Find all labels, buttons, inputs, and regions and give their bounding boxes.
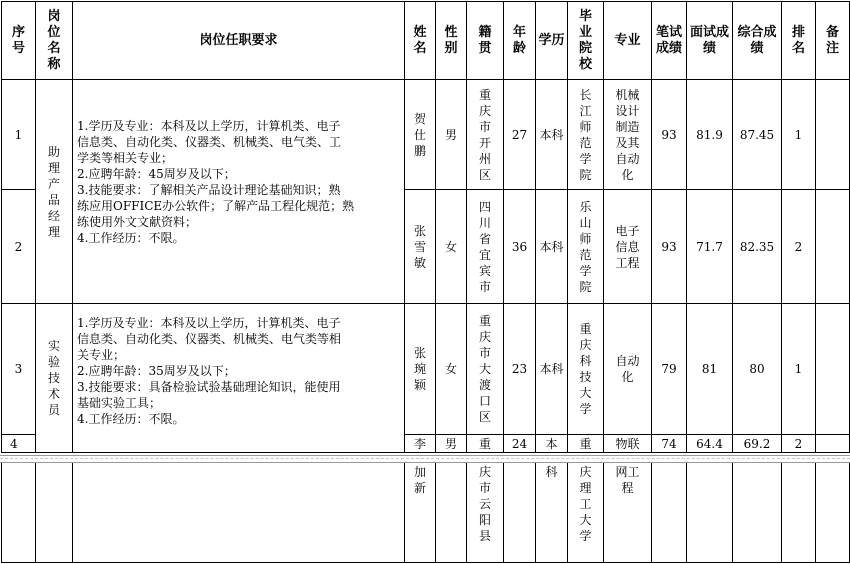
table-line (72, 461, 73, 563)
table-row-4-written (652, 435, 686, 452)
table-row-2-age (504, 190, 535, 303)
table-row-2-origin (467, 190, 503, 303)
header-age-text: 年龄 (512, 24, 526, 56)
table-row-3-education (536, 304, 567, 434)
requirement-line: 练使用外文文献资料； (77, 215, 198, 229)
requirement-line: 信息类、自动化类、仪器类、机械类、电气类等相 (77, 332, 342, 346)
requirement-line: 关专业； (77, 348, 126, 362)
table-row-3-origin (467, 304, 503, 434)
cell-major: 自动化 (615, 354, 640, 384)
cell-seq: 1 (14, 127, 23, 142)
table-line (1, 461, 2, 563)
table-row-4-seq (2, 435, 35, 452)
header-gender-text: 性别 (444, 24, 458, 56)
cell-total: 82.35 (739, 239, 775, 254)
table-row-3-rank (782, 304, 815, 434)
header-rank-text: 排名 (791, 24, 805, 56)
requirement-line: 信息类、自动化类、仪器类、机械类、电气类、工 (77, 135, 342, 149)
header-education (536, 2, 567, 79)
cell-name: 张雪敏 (413, 223, 426, 270)
table-row-3-age (504, 304, 535, 434)
table-row-1-written (652, 80, 686, 189)
table-line (35, 461, 36, 563)
cell-rank: 1 (794, 362, 803, 376)
table-row-1-origin (467, 80, 503, 189)
header-origin-text: 籍贯 (478, 24, 492, 56)
table-row-4-name-cont (405, 464, 435, 516)
cell-seq: 2 (14, 239, 23, 254)
table-row-4-gender (436, 435, 466, 452)
cell-name: 贺仕鹏 (413, 111, 426, 158)
header-written-text: 笔试成绩 (655, 24, 682, 56)
cell-name: 李 (413, 436, 426, 451)
header-education-text: 学历 (538, 32, 565, 48)
cell-age: 27 (511, 127, 528, 142)
cell-name: 张琬颖 (413, 346, 426, 392)
requirement-line: 1.学历及专业：本科及以上学历，计算机类、电子 (77, 316, 341, 330)
cell-origin: 四川省宜宾市 (478, 199, 491, 294)
cell-major: 网工程 (615, 465, 640, 495)
table-line (435, 461, 436, 563)
header-age (504, 2, 535, 79)
table-line (732, 461, 733, 563)
header-requirements-text: 岗位任职要求 (199, 32, 278, 48)
requirement-line: 4.工作经历：不限。 (77, 231, 185, 245)
position-cell (36, 304, 72, 452)
requirement-line: 3.技能要求：具备检验试验基础理论知识，能使用 (77, 380, 341, 394)
table-row-1-seq (2, 80, 35, 189)
requirement-line: 2.应聘年龄：45周岁及以下； (77, 167, 236, 181)
table-row-4-interview (687, 435, 732, 452)
cell-total: 80 (749, 362, 765, 376)
requirements-cell (77, 315, 402, 427)
header-written (652, 2, 686, 79)
cell-education: 本科 (539, 239, 564, 254)
cell-seq: 3 (14, 362, 23, 376)
table-row-4-education (536, 435, 567, 452)
header-name-text: 姓名 (413, 24, 427, 56)
cell-gender: 男 (444, 436, 457, 451)
table-row-1-total (733, 80, 781, 189)
header-position (36, 2, 72, 79)
cell-gender: 男 (444, 127, 457, 142)
table-row-2-written (652, 190, 686, 303)
table-row-2-total (733, 190, 781, 303)
requirements-cell (77, 118, 402, 246)
table-row-3-note (816, 304, 849, 434)
header-total (733, 2, 781, 79)
position-cell (36, 80, 72, 303)
cell-origin: 重庆市开州区 (478, 87, 491, 182)
table-row-3-seq (2, 304, 35, 434)
cell-education: 本科 (539, 362, 564, 376)
cell-origin: 庆市云阳县 (478, 465, 491, 543)
cell-written: 74 (661, 436, 677, 451)
cell-interview: 71.7 (696, 239, 723, 254)
cell-gender: 女 (444, 239, 457, 254)
cell-major: 物联 (615, 436, 640, 451)
position-title: 助理产品经理 (47, 144, 60, 239)
cell-rank: 1 (794, 127, 803, 142)
cell-school: 重庆科技大学 (579, 322, 592, 416)
table-row-3-written (652, 304, 686, 434)
table-row-1-age (504, 80, 535, 189)
cell-written: 79 (661, 362, 677, 376)
table-row-1-major (604, 80, 651, 189)
cell-seq: 4 (10, 436, 18, 451)
table-row-3-gender (436, 304, 466, 434)
table-row-4-total (733, 435, 781, 452)
table-row-2-education (536, 190, 567, 303)
cell-education: 本科 (539, 127, 564, 142)
header-interview (687, 2, 732, 79)
cell-school: 重 (579, 436, 592, 451)
header-school-text: 毕业院校 (578, 8, 592, 72)
cell-name: 加新 (413, 465, 426, 495)
requirement-line: 基础实验工具； (77, 396, 162, 410)
cell-rank: 2 (794, 239, 803, 254)
header-note-text: 备注 (825, 24, 839, 56)
cell-age: 24 (511, 436, 528, 451)
table-row-2-gender (436, 190, 466, 303)
table-row-2-major (604, 190, 651, 303)
cell-age: 23 (511, 362, 528, 376)
table-row-2-name (405, 190, 435, 303)
cell-interview: 64.4 (696, 436, 723, 451)
table-row-1-interview (687, 80, 732, 189)
header-gender (436, 2, 466, 79)
cell-total: 87.45 (739, 127, 775, 142)
cell-origin: 重 (478, 436, 491, 451)
cell-education: 科 (545, 465, 558, 479)
cell-major: 电子信息工程 (615, 223, 640, 270)
table-row-2-rank (782, 190, 815, 303)
table-row-3-school (568, 304, 603, 434)
header-major-text: 专业 (614, 32, 641, 48)
page-break (0, 455, 850, 463)
cell-school: 长江师范学院 (579, 87, 592, 182)
header-rank (782, 2, 815, 79)
position-title: 实验技术员 (47, 339, 60, 417)
cell-school: 庆理工大学 (579, 465, 592, 543)
table-row-1-school (568, 80, 603, 189)
header-total-text: 综合成绩 (737, 24, 777, 56)
requirement-line: 3.技能要求：了解相关产品设计理论基础知识；熟 (77, 183, 341, 197)
table-row-2-note (816, 190, 849, 303)
table-row-4-name (405, 435, 435, 452)
header-seq-text: 序号 (11, 24, 25, 56)
cell-age: 36 (511, 239, 528, 254)
cell-written: 93 (661, 127, 677, 142)
table-row-4-school (568, 435, 603, 452)
cell-interview: 81.9 (696, 127, 723, 142)
header-seq (2, 2, 35, 79)
requirement-line: 4.工作经历：不限。 (77, 412, 185, 426)
table-row-2-interview (687, 190, 732, 303)
header-interview-text: 面试成绩 (689, 24, 729, 56)
table-line (1, 452, 849, 453)
requirement-line: 练应用OFFICE办公软件；了解产品工程化规范；熟 (77, 199, 355, 213)
requirement-line: 学类等相关专业； (77, 151, 174, 165)
cell-major: 机械设计制造及其自动化 (615, 87, 640, 182)
table-row-4-major (604, 435, 651, 452)
table-line (651, 461, 652, 563)
table-row-2-school (568, 190, 603, 303)
cell-origin: 重庆市大渡口区 (478, 314, 491, 424)
table-row-4-origin (467, 435, 503, 452)
cell-education: 本 (545, 436, 558, 451)
table-row-2-seq (2, 190, 35, 303)
table-row-1-gender (436, 80, 466, 189)
table-row-3-total (733, 304, 781, 434)
table-row-4-education-cont (536, 464, 567, 504)
table-row-1-note (816, 80, 849, 189)
header-school (568, 2, 603, 79)
requirement-line: 1.学历及专业：本科及以上学历，计算机类、电子 (77, 119, 341, 133)
table-row-4-school-cont (568, 464, 603, 560)
table-line (503, 461, 504, 563)
table-row-1-name (405, 80, 435, 189)
table-row-3-major (604, 304, 651, 434)
header-requirements (73, 2, 404, 79)
table-line (781, 461, 782, 563)
table-row-4-rank (782, 435, 815, 452)
cell-gender: 女 (444, 362, 457, 376)
header-name (405, 2, 435, 79)
cell-school: 乐山师范学院 (579, 199, 592, 294)
table-row-4-origin-cont (467, 464, 503, 560)
table-row-1-rank (782, 80, 815, 189)
table-row-3-interview (687, 304, 732, 434)
cell-total: 69.2 (743, 436, 771, 451)
cell-interview: 81 (701, 362, 718, 376)
cell-written: 93 (661, 239, 677, 254)
header-note (816, 2, 849, 79)
table-row-4-note (816, 464, 849, 560)
requirement-line: 2.应聘年龄：35周岁及以下； (77, 364, 236, 378)
header-origin (467, 2, 503, 79)
table-row-4-age (504, 435, 535, 452)
table-row-4-major-cont (604, 464, 651, 514)
table-row-3-name (405, 304, 435, 434)
table-line (686, 461, 687, 563)
table-row-1-education (536, 80, 567, 189)
cell-rank: 2 (794, 436, 803, 451)
header-position-text: 岗位名称 (47, 8, 61, 72)
table-line (1, 562, 849, 563)
header-major (604, 2, 651, 79)
